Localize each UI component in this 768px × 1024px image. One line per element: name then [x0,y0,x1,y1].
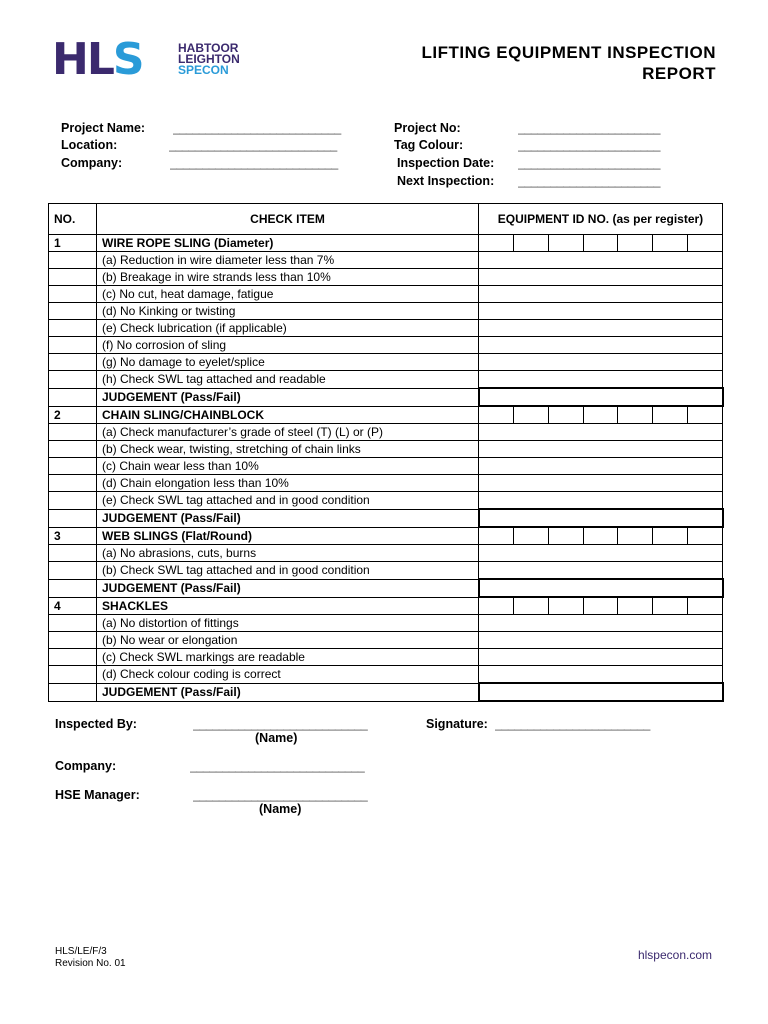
section-number: 2 [49,406,97,424]
check-item-text: (g) No damage to eyelet/splice [97,354,479,371]
judgement-result[interactable] [479,509,723,527]
equipment-id-cells[interactable] [479,527,723,545]
check-item-no [49,252,97,269]
signoff-company-label: Company: [55,759,117,773]
section-title: SHACKLES [97,597,479,615]
check-item-row [49,424,723,441]
judgement-no [49,509,97,527]
form-code [55,946,126,970]
check-item-no [49,320,97,337]
check-item-row [49,371,723,389]
check-item-row [49,286,723,303]
check-item-result[interactable] [479,632,723,649]
judgement-label: JUDGEMENT (Pass/Fail) [97,579,479,597]
section-number: 1 [49,235,97,252]
check-item-no [49,615,97,632]
check-item-row [49,562,723,580]
check-item-result[interactable] [479,252,723,269]
project-name-field[interactable]: __________________________ [173,121,341,135]
check-item-no [49,649,97,666]
check-item-row [49,441,723,458]
judgement-no [49,388,97,406]
equipment-id-cell[interactable] [617,528,652,544]
check-item-no [49,303,97,320]
check-item-result[interactable] [479,303,723,320]
check-item-no [49,269,97,286]
check-item-no [49,492,97,510]
equipment-id-cell[interactable] [479,235,513,251]
check-item-result[interactable] [479,337,723,354]
check-item-result[interactable] [479,562,723,580]
hse-manager-name-label: (Name) [259,802,302,816]
check-item-text: (a) No distortion of fittings [97,615,479,632]
judgement-result[interactable] [479,388,723,406]
signoff-company-field[interactable]: ___________________________ [190,759,365,773]
inspected-by-field[interactable]: ___________________________ [193,717,368,731]
equipment-id-cell[interactable] [583,528,618,544]
equipment-id-cell[interactable] [687,235,722,251]
check-item-result[interactable] [479,458,723,475]
section-header-row [49,527,723,545]
equipment-id-cell[interactable] [513,407,548,423]
website-link[interactable]: hlspecon.com [637,948,712,962]
check-item-result[interactable] [479,545,723,562]
check-item-result[interactable] [479,492,723,510]
equipment-id-cell[interactable] [513,235,548,251]
check-item-row [49,666,723,684]
section-header-row [49,597,723,615]
check-item-no [49,286,97,303]
check-item-result[interactable] [479,371,723,389]
check-item-text: (c) Chain wear less than 10% [97,458,479,475]
equipment-id-cell[interactable] [548,407,583,423]
signature-field[interactable]: ________________________ [495,717,650,731]
check-item-result[interactable] [479,269,723,286]
next-inspection-field[interactable]: ______________________ [518,174,660,188]
equipment-id-cell[interactable] [652,528,687,544]
check-item-no [49,337,97,354]
check-item-result[interactable] [479,666,723,684]
no-header: NO. [49,204,97,235]
check-item-text: (f) No corrosion of sling [97,337,479,354]
company-field[interactable]: __________________________ [170,156,338,170]
check-item-result[interactable] [479,649,723,666]
check-item-row [49,269,723,286]
section-header-row [49,406,723,424]
check-item-row [49,458,723,475]
check-item-text: (d) Chain elongation less than 10% [97,475,479,492]
check-item-row [49,545,723,562]
judgement-row [49,509,723,527]
equipment-id-cell[interactable] [548,598,583,614]
equipment-id-cells[interactable] [479,406,723,424]
equipment-id-cell[interactable] [617,598,652,614]
project-name-label: Project Name: [61,121,146,135]
check-item-row [49,615,723,632]
judgement-row [49,683,723,701]
check-item-result[interactable] [479,354,723,371]
equipment-id-cell[interactable] [479,598,513,614]
check-item-text: (h) Check SWL tag attached and readable [97,371,479,389]
report-title: LIFTING EQUIPMENT INSPECTION REPORT [421,43,716,83]
check-item-no [49,458,97,475]
equipment-id-cells[interactable] [479,597,723,615]
equipment-id-cell[interactable] [583,598,618,614]
check-item-row [49,252,723,269]
equipment-id-cell[interactable] [687,407,722,423]
form-code-text: HLS/LE/F/3 [55,946,107,957]
equipment-id-cell[interactable] [513,528,548,544]
check-item-text: (d) Check colour coding is correct [97,666,479,684]
check-item-result[interactable] [479,475,723,492]
judgement-row [49,579,723,597]
judgement-no [49,683,97,701]
company-logo [52,34,252,85]
inspection-date-label: Inspection Date: [397,156,495,170]
project-no-label: Project No: [394,121,461,135]
check-item-result[interactable] [479,441,723,458]
check-item-no [49,424,97,441]
company-label: Company: [61,156,123,170]
judgement-label: JUDGEMENT (Pass/Fail) [97,388,479,406]
project-no-field[interactable]: ______________________ [518,121,660,135]
check-item-no [49,354,97,371]
judgement-row [49,388,723,406]
check-item-text: (e) Check SWL tag attached and in good condition [97,492,479,510]
check-item-text: (b) Check SWL tag attached and in good condition [97,562,479,580]
check-item-no [49,666,97,684]
section-title: CHAIN SLING/CHAINBLOCK [97,406,479,424]
equipment-id-header: EQUIPMENT ID NO. (as per register) [479,204,723,235]
section-title: WEB SLINGS (Flat/Round) [97,527,479,545]
judgement-no [49,579,97,597]
inspected-by-name-label: (Name) [255,731,298,745]
revision-text: Revision No. 01 [55,958,126,969]
equipment-id-cell[interactable] [617,235,652,251]
check-item-row [49,632,723,649]
next-inspection-label: Next Inspection: [397,174,495,188]
equipment-id-cell[interactable] [583,407,618,423]
check-item-text: (c) No cut, heat damage, fatigue [97,286,479,303]
section-header-row [49,235,723,252]
equipment-id-cell[interactable] [548,528,583,544]
equipment-id-cells[interactable] [479,235,723,252]
check-item-text: (a) No abrasions, cuts, burns [97,545,479,562]
equipment-id-cell[interactable] [687,528,722,544]
equipment-id-cell[interactable] [479,528,513,544]
check-item-text: (a) Check manufacturer’s grade of steel (T) (L) or (P) [97,424,479,441]
check-item-row [49,354,723,371]
judgement-result[interactable] [479,579,723,597]
check-item-no [49,441,97,458]
hse-manager-label: HSE Manager: [55,788,140,802]
check-item-no [49,562,97,580]
inspection-table [48,203,724,702]
check-item-row [49,337,723,354]
check-item-row [49,492,723,510]
check-item-result[interactable] [479,615,723,632]
section-title: WIRE ROPE SLING (Diameter) [97,235,479,252]
equipment-id-cell[interactable] [652,598,687,614]
equipment-id-cell[interactable] [617,407,652,423]
check-item-text: (b) No wear or elongation [97,632,479,649]
equipment-id-cell[interactable] [479,407,513,423]
location-label: Location: [61,138,118,152]
tag-colour-field[interactable]: ______________________ [518,138,660,152]
equipment-id-cell[interactable] [652,235,687,251]
equipment-id-cell[interactable] [548,235,583,251]
check-item-result[interactable] [479,320,723,337]
check-item-no [49,632,97,649]
check-item-row [49,649,723,666]
check-item-result[interactable] [479,424,723,441]
inspection-date-field[interactable]: ______________________ [518,156,660,170]
judgement-result[interactable] [479,683,723,701]
equipment-id-cell[interactable] [687,598,722,614]
check-item-text: (b) Breakage in wire strands less than 10% [97,269,479,286]
check-item-row [49,303,723,320]
check-item-row [49,475,723,492]
check-item-text: (e) Check lubrication (if applicable) [97,320,479,337]
hse-manager-field[interactable]: ___________________________ [193,788,368,802]
inspection-table-body [49,235,723,702]
check-item-no [49,475,97,492]
check-item-text: (d) No Kinking or twisting [97,303,479,320]
check-item-no [49,371,97,389]
inspected-by-label: Inspected By: [55,717,137,731]
check-item-text: (c) Check SWL markings are readable [97,649,479,666]
section-number: 4 [49,597,97,615]
check-item-text: (a) Reduction in wire diameter less than 7% [97,252,479,269]
logo-mark: HLS [52,34,143,85]
equipment-id-cell[interactable] [513,598,548,614]
equipment-id-cell[interactable] [652,407,687,423]
check-item-row [49,320,723,337]
check-item-text: (b) Check wear, twisting, stretching of chain links [97,441,479,458]
section-number: 3 [49,527,97,545]
signature-label: Signature: [426,717,488,731]
tag-colour-label: Tag Colour: [394,138,464,152]
equipment-id-cell[interactable] [583,235,618,251]
judgement-label: JUDGEMENT (Pass/Fail) [97,683,479,701]
check-item-no [49,545,97,562]
judgement-label: JUDGEMENT (Pass/Fail) [97,509,479,527]
check-item-header: CHECK ITEM [97,204,479,235]
location-field[interactable]: __________________________ [169,138,337,152]
logo-wordmark: HABTOOR LEIGHTON SPECON [178,41,240,77]
check-item-result[interactable] [479,286,723,303]
